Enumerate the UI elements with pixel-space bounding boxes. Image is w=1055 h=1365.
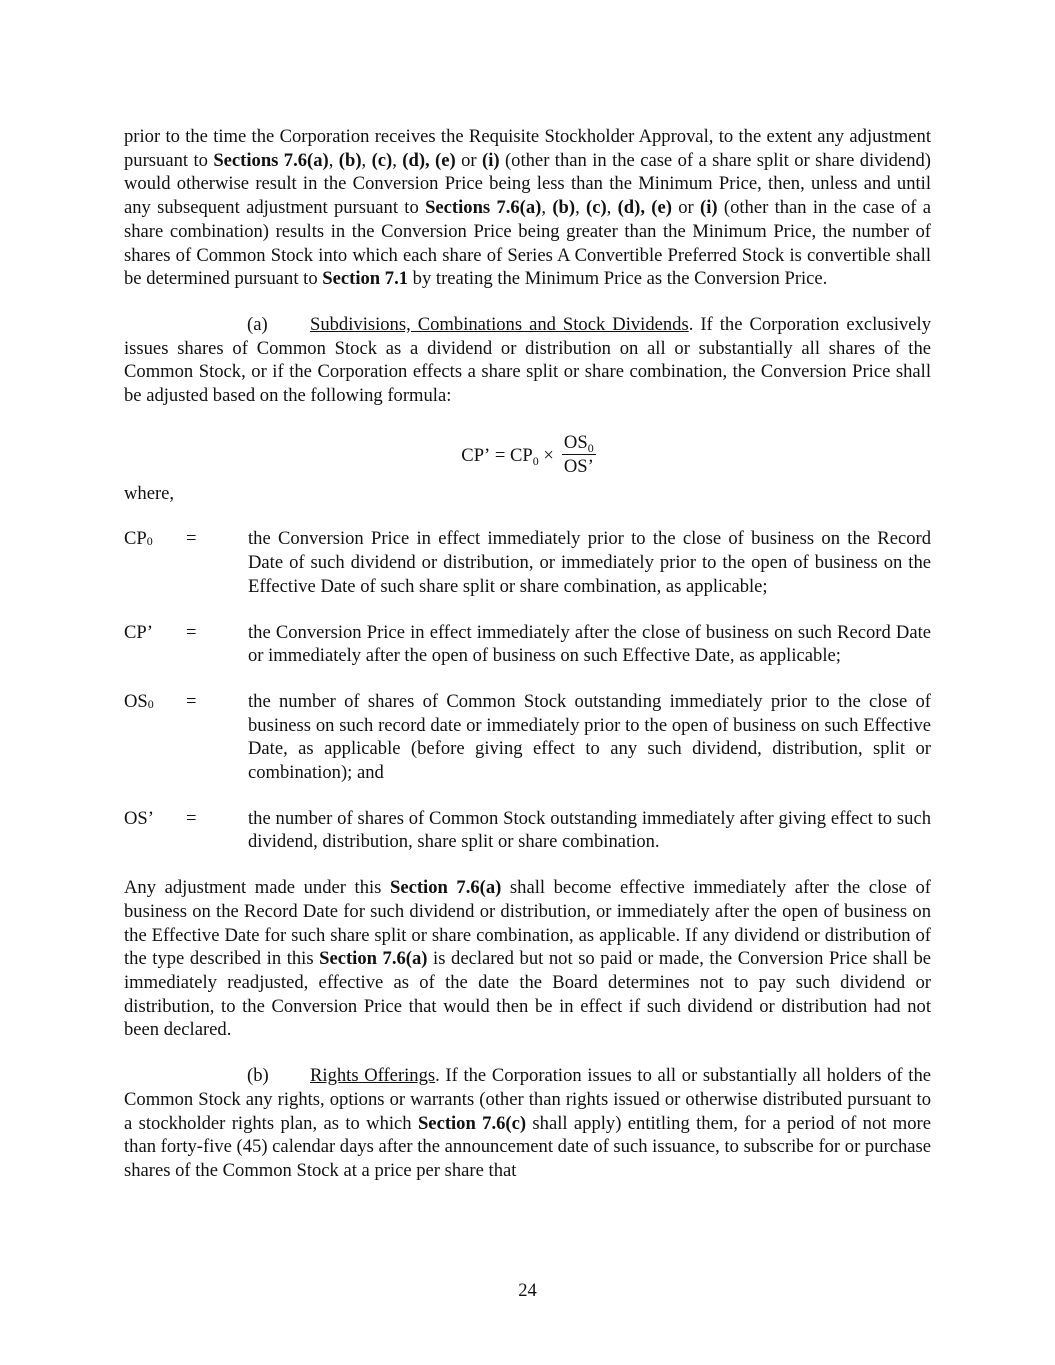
section-a-label: (a)	[247, 313, 268, 335]
section-b-paragraph	[124, 1064, 931, 1183]
definition-item	[124, 690, 931, 785]
bold-reference: (d), (e)	[402, 149, 456, 171]
text-run: ,	[575, 197, 587, 219]
bold-reference: Section 7.1	[322, 268, 409, 290]
formula-equals: =	[490, 444, 511, 466]
definition-item	[124, 807, 931, 854]
bold-reference: (b)	[338, 149, 362, 171]
definition-text: the Conversion Price in effect immediately after the close of business on such Record Date or immediately after the open of business on such Effective Date, as applicable;	[248, 621, 931, 667]
formula-cp0	[510, 444, 539, 468]
term-base: CP	[124, 528, 147, 550]
bold-reference: Sections 7.6(a)	[213, 149, 329, 171]
adjustment-paragraph	[124, 876, 931, 1042]
term-sub: 0	[146, 534, 153, 549]
text-run: ,	[541, 197, 553, 219]
document-page	[124, 125, 931, 1183]
formula-cp0-base: CP	[510, 444, 533, 466]
definition-text: the Conversion Price in effect immediately prior to the close of business on the Record Date of such dividend or distribution, or immediately prior to the open of business on the Effective Date of such share split or share combination, as applicable;	[248, 528, 931, 597]
conversion-formula	[124, 430, 931, 482]
bold-reference: (c)	[371, 149, 393, 171]
text-run: ,	[361, 149, 372, 171]
text-run: ,	[392, 149, 403, 171]
bold-reference: Section 7.6(a)	[389, 877, 502, 899]
bold-reference: Section 7.6(a)	[319, 948, 428, 970]
where-label: where,	[124, 482, 175, 504]
text-run: ,	[606, 197, 618, 219]
term-base: CP’	[124, 621, 153, 643]
text-run: shall apply) entitling them, for a period of not more than forty-five (45) calendar days after the announcement date of such issuance, to subscribe for or purchase shares of the Common Stock at a price per share that	[124, 1112, 932, 1181]
term-base: OS’	[124, 807, 154, 829]
definition-equals: =	[186, 690, 197, 712]
definition-term	[124, 807, 186, 854]
bold-reference: (d), (e)	[617, 197, 672, 219]
bold-reference: (i)	[482, 149, 500, 171]
text-run: by treating the Minimum Price as the Conversion Price.	[408, 268, 828, 290]
definition-equals: =	[186, 621, 197, 643]
bold-reference: (i)	[700, 197, 718, 219]
definitions-list	[124, 527, 931, 854]
text-run: (other than in the case of a share combination) results in the Conversion Price being greater than the Minimum Price, the number of shares of Common Stock into which each share of Series A Convertible Preferred Stock is convertible shall be determined pursuant to	[124, 197, 931, 290]
page-number: 24	[518, 1280, 537, 1301]
formula-cp0-sub: 0	[532, 453, 539, 468]
term-sub: 0	[147, 696, 154, 711]
definition-text: the number of shares of Common Stock outstanding immediately prior to the close of business on such record date or immediately prior to the open of business on such Effective Date, as applicable (before giving effect to any such dividend, distribution, split or combination); and	[248, 690, 931, 784]
definition-item	[124, 527, 931, 598]
formula-numerator-base: OS	[563, 432, 588, 454]
definition-term	[124, 527, 186, 598]
definition-term	[124, 621, 186, 668]
bold-reference: Section 7.6(c)	[417, 1112, 527, 1134]
text-run: ,	[328, 149, 339, 171]
section-a-text: . If the Corporation exclusively issues shares of Common Stock as a dividend or distribution on all or substantially all shares of the Common Stock, or if the Corporation effects a share split or share combination, the Conversion Price shall be adjusted based on the following formula:	[124, 313, 931, 407]
formula-times: ×	[538, 444, 554, 466]
text-run: or	[455, 149, 483, 171]
definition-text: the number of shares of Common Stock outstanding immediately after giving effect to such dividend, distribution, share split or share combination.	[248, 807, 931, 853]
section-a-paragraph	[124, 313, 931, 408]
text-run: Any adjustment made under this	[124, 877, 390, 899]
section-b-label: (b)	[247, 1065, 269, 1087]
section-b-heading: Rights Offerings	[310, 1065, 436, 1087]
text-run: . If the Corporation issues to all or substantially all holders of the Common Stock any rights, options or warrants (other than rights issued or otherwise distributed pursuant to a stockholder rights plan, as to which	[124, 1065, 931, 1134]
definition-term	[124, 690, 186, 785]
bold-reference: Sections 7.6(a)	[425, 197, 542, 219]
text-run: is declared but not so paid or made, the Conversion Price shall be immediately readjusted, effective as of the date the Board determines not to pay such dividend or distribution, to the Conversion Price that would then be in effect if such dividend or distribution had not been declared.	[124, 948, 931, 1041]
text-run: (other than in the case of a share split or share dividend) would otherwise result in the Conversion Price being less than the Minimum Price, then, unless and until any subsequent adjustment pursuant to	[124, 149, 932, 219]
formula-denominator: OS’	[563, 456, 594, 478]
bold-reference: (b)	[552, 197, 576, 219]
definition-item	[124, 621, 931, 668]
formula-lhs: CP’	[461, 444, 491, 466]
text-run: or	[671, 197, 701, 219]
section-b-text	[124, 1065, 931, 1181]
formula-numerator-sub: 0	[587, 441, 594, 456]
continuation-paragraph	[124, 125, 931, 291]
definition-equals: =	[186, 807, 197, 829]
section-a-heading: Subdivisions, Combinations and Stock Dividends	[310, 313, 689, 335]
formula-fraction	[562, 432, 596, 479]
text-run: shall become effective immediately after the close of business on the Record Date for such dividend or distribution, or immediately after the open of business on the Effective Date for such share split or share combination, as applicable. If any dividend or distribution of the type described in this	[124, 877, 932, 970]
term-base: OS	[124, 690, 148, 712]
bold-reference: (c)	[586, 197, 607, 219]
definition-equals: =	[186, 528, 197, 550]
text-run: prior to the time the Corporation receives the Requisite Stockholder Approval, to the extent any adjustment pursuant to	[124, 126, 931, 171]
formula-numerator	[562, 432, 596, 455]
